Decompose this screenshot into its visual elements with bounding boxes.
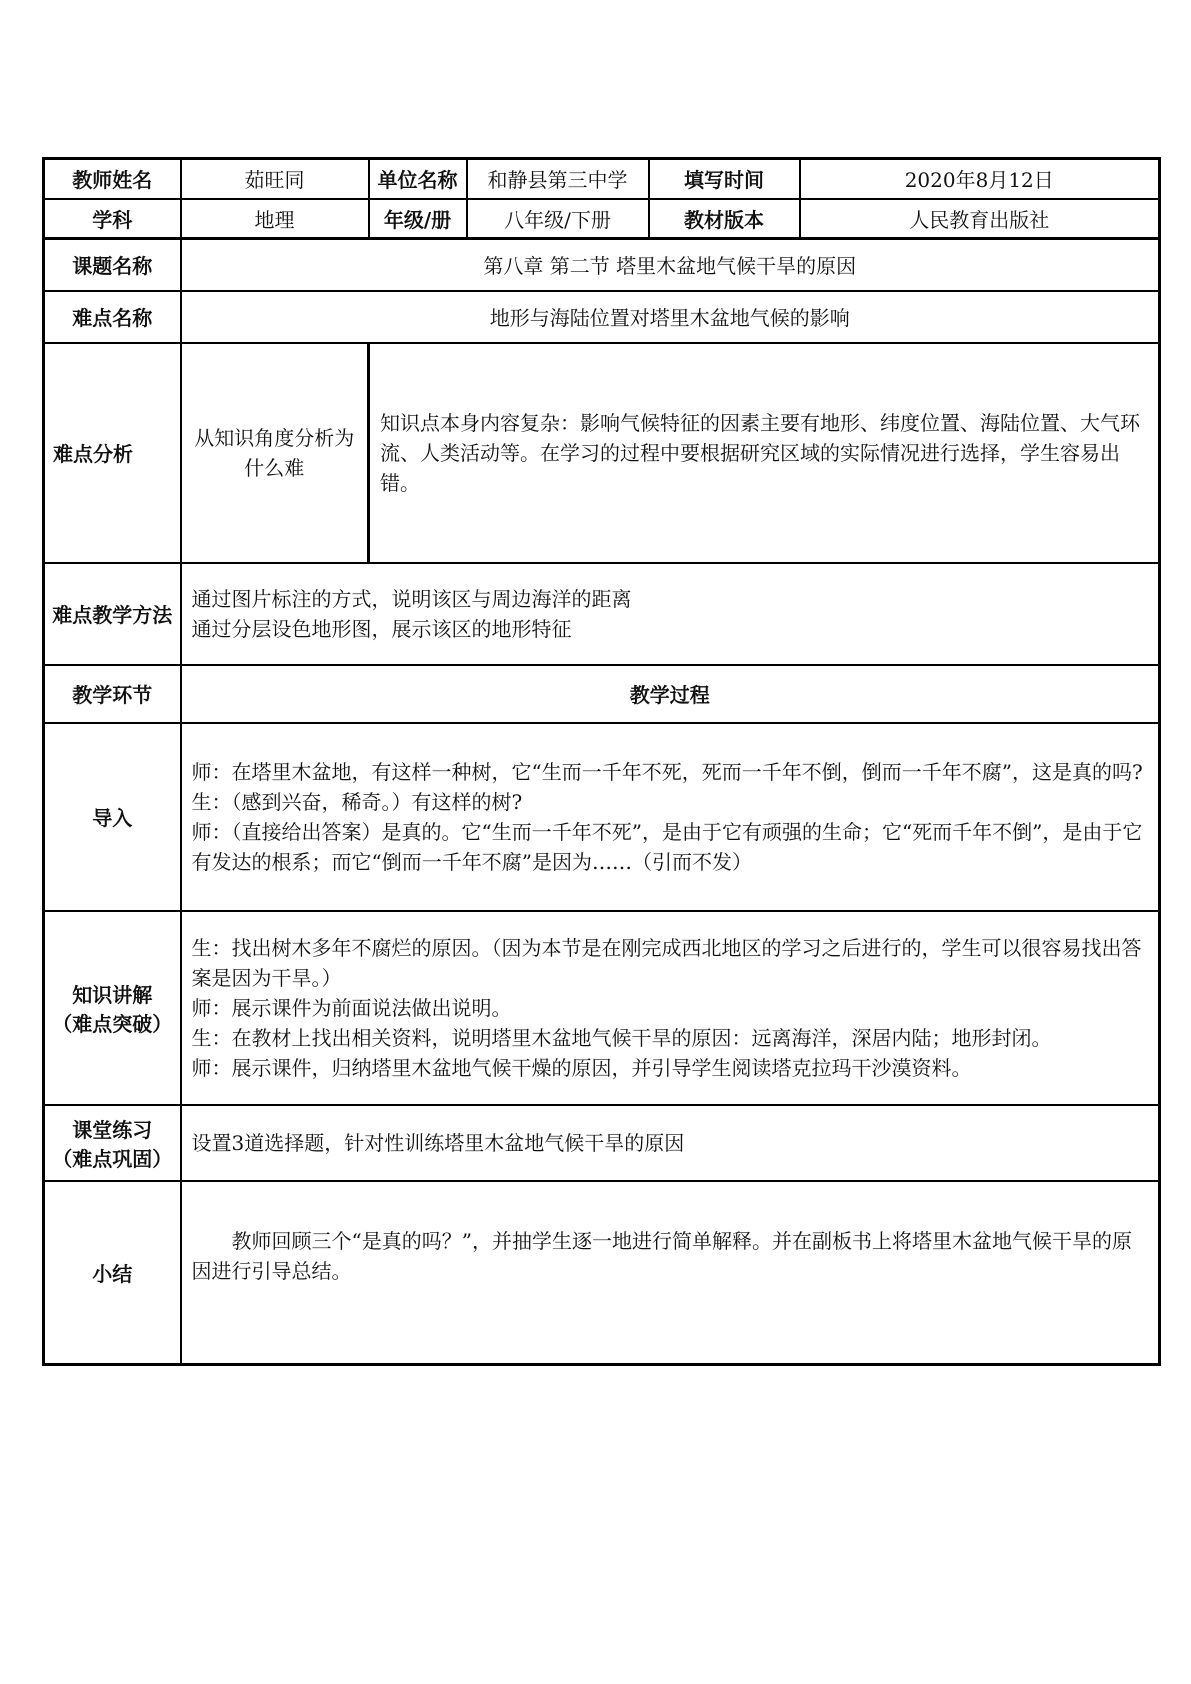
teacher-value: 茹旺同 xyxy=(181,159,369,199)
teacher-label: 教师姓名 xyxy=(44,159,181,199)
grade-label: 年级/册 xyxy=(369,199,467,239)
method-label: 难点教学方法 xyxy=(44,563,181,665)
subject-label: 学科 xyxy=(44,199,181,239)
explain-text xyxy=(181,911,1160,1105)
topic-label: 课题名称 xyxy=(44,239,181,291)
info-row-1 xyxy=(44,159,1160,199)
intro-label: 导入 xyxy=(44,723,181,911)
explain-line: 师：展示课件，归纳塔里木盆地气候干燥的原因，并引导学生阅读塔克拉玛干沙漠资料。 xyxy=(191,1055,972,1080)
explain-line: 生：找出树木多年不腐烂的原因。（因为本节是在刚完成西北地区的学习之后进行的，学生可以很容易找出答案是因为干旱。） xyxy=(191,935,1142,990)
practice-label-line: （难点巩固） xyxy=(52,1146,173,1171)
explain-line: 生：在教材上找出相关资料，说明塔里木盆地气候干旱的原因：远离海洋，深居内陆；地形封闭。 xyxy=(191,1025,1052,1050)
textbook-value: 人民教育出版社 xyxy=(800,199,1160,239)
analysis-value: 知识点本身内容复杂：影响气候特征的因素主要有地形、纬度位置、海陆位置、大气环流、人类活动等。在学习的过程中要根据研究区域的实际情况进行选择，学生容易出错。 xyxy=(369,343,1160,563)
practice-row xyxy=(44,1105,1160,1181)
explain-row xyxy=(44,911,1160,1105)
process-title: 教学过程 xyxy=(181,665,1160,723)
practice-value: 设置3道选择题，针对性训练塔里木盆地气候干旱的原因 xyxy=(181,1105,1160,1181)
summary-value: 教师回顾三个“是真的吗？”，并抽学生逐一地进行简单解释。并在副板书上将塔里木盆地气候干旱的原因进行引导总结。 xyxy=(181,1181,1160,1365)
subject-value: 地理 xyxy=(181,199,369,239)
method-row xyxy=(44,563,1160,665)
intro-line: 师：在塔里木盆地，有这样一种树，它“生而一千年不死，死而一千年不倒，倒而一千年不腐”，这是真的吗? xyxy=(191,759,1143,784)
summary-label: 小结 xyxy=(44,1181,181,1365)
info-row-2 xyxy=(44,199,1160,239)
topic-row xyxy=(44,239,1160,291)
analysis-label: 难点分析 xyxy=(44,343,181,563)
date-value: 2020年8月12日 xyxy=(800,159,1160,199)
method-line: 通过分层设色地形图，展示该区的地形特征 xyxy=(191,616,572,641)
textbook-label: 教材版本 xyxy=(649,199,800,239)
topic-value: 第八章 第二节 塔里木盆地气候干旱的原因 xyxy=(181,239,1160,291)
explain-label-line: 知识讲解 xyxy=(72,982,153,1007)
unit-label: 单位名称 xyxy=(369,159,467,199)
explain-label xyxy=(44,911,181,1105)
intro-line: 生：（感到兴奋，稀奇。）有这样的树? xyxy=(191,789,523,814)
difficulty-value: 地形与海陆位置对塔里木盆地气候的影响 xyxy=(181,291,1160,343)
analysis-row xyxy=(44,343,1160,563)
explain-label-line: （难点突破） xyxy=(52,1011,173,1036)
unit-value: 和静县第三中学 xyxy=(467,159,649,199)
process-header-row xyxy=(44,665,1160,723)
date-label: 填写时间 xyxy=(649,159,800,199)
practice-label xyxy=(44,1105,181,1181)
analysis-sub-label: 从知识角度分析为什么难 xyxy=(181,343,369,563)
difficulty-row xyxy=(44,291,1160,343)
process-stage-label: 教学环节 xyxy=(44,665,181,723)
intro-row xyxy=(44,723,1160,911)
lesson-plan-form xyxy=(42,157,1158,1366)
grade-value: 八年级/下册 xyxy=(467,199,649,239)
intro-text xyxy=(181,723,1160,911)
method-text xyxy=(181,563,1160,665)
practice-label-line: 课堂练习 xyxy=(72,1117,153,1142)
method-line: 通过图片标注的方式，说明该区与周边海洋的距离 xyxy=(191,586,632,611)
explain-line: 师：展示课件为前面说法做出说明。 xyxy=(191,995,512,1020)
summary-row xyxy=(44,1181,1160,1365)
lesson-plan-table xyxy=(42,157,1161,1366)
intro-line: 师：（直接给出答案）是真的。它“生而一千年不死”，是由于它有顽强的生命；它“死而千年不倒”，是由于它有发达的根系；而它“倒而一千年不腐”是因为……（引而不发） xyxy=(191,819,1143,874)
difficulty-label: 难点名称 xyxy=(44,291,181,343)
